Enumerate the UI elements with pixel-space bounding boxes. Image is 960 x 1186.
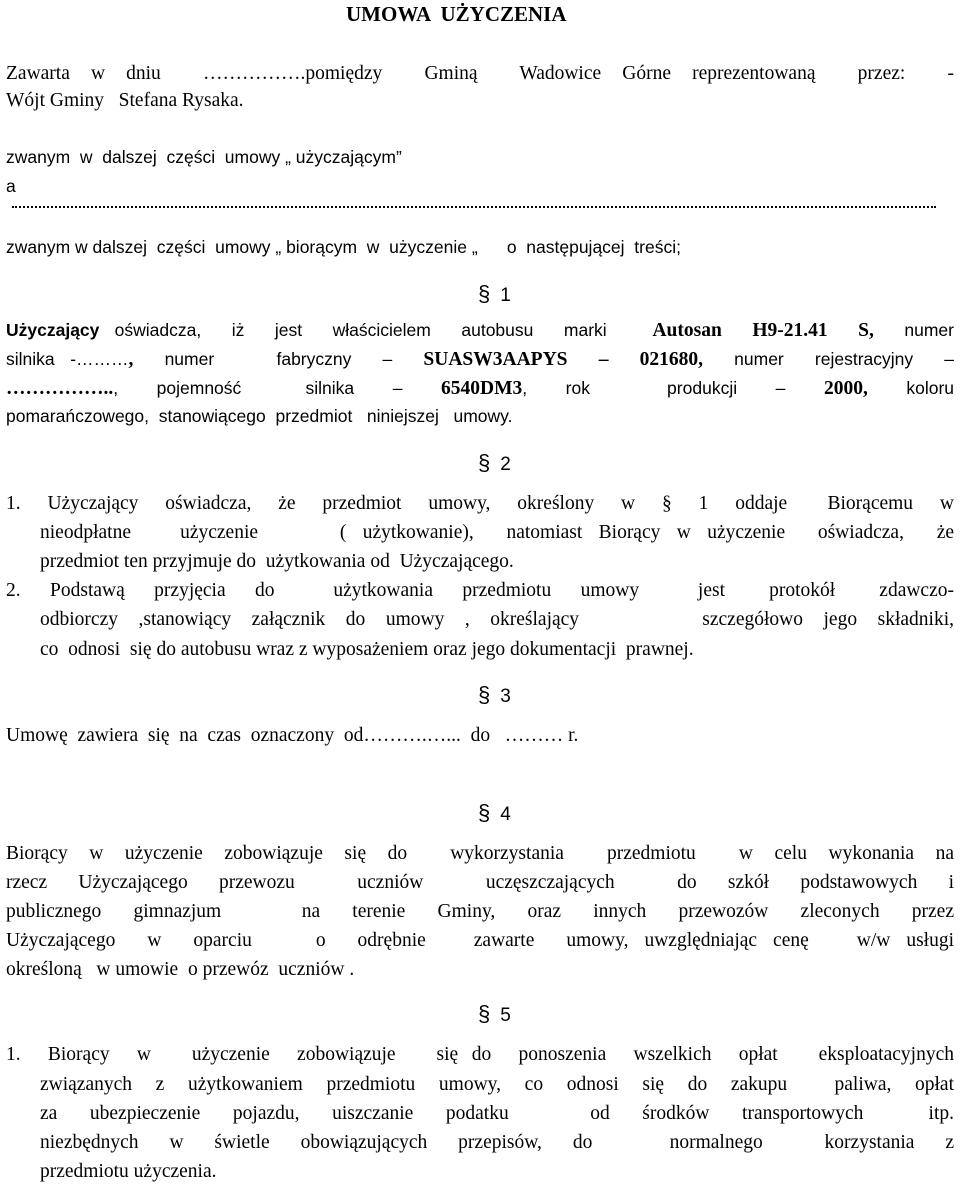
s2-p1-line-2: nieodpłatne użyczenie ( użytkowanie), natomiast Biorący w użyczenie oświadcza, że [40,522,954,543]
document-title: UMOWA UŻYCZENIA [346,2,567,26]
section-number: 3 [500,686,511,707]
s4-line-1: Biorący w użyczenie zobowiązuje się do wykorzystania przedmiotu w celu wykonania na [6,843,954,864]
section-number: 1 [500,285,511,306]
section-sign: § [478,800,491,825]
intro-line-2: Wójt Gminy Stefana Rysaka. [6,90,244,111]
s3-line-1: Umowę zawiera się na czas oznaczony od……….…... do ……… r. [6,725,579,746]
intro-line-4: a [6,176,16,196]
s2-p1-line-3: przedmiot ten przyjmuje do użytkowania od Użyczającego. [40,551,514,572]
s2-p2-line-3: co odnosi się do autobusu wraz z wyposażeniem oraz jego dokumentacji prawnej. [40,639,694,660]
intro-line-1: Zawarta w dniu …………….pomiędzy Gminą Wadowice Górne reprezentowaną przez: - [6,63,954,84]
s1-text: , [128,349,134,370]
s1-line-4: pomarańczowego, stanowiącego przedmiot niniejszej umowy. [6,406,513,426]
section-number: 4 [500,804,511,825]
section-sign: § [478,281,491,306]
s1-engine-capacity: 6540DM3 [441,378,523,399]
section-sign: § [478,450,491,475]
s1-line-2 [6,350,954,370]
section-heading-1 [462,267,511,321]
s4-line-5: określoną w umowie o przewóz uczniów . [6,959,355,980]
s5-line-5: przedmiotu użyczenia. [40,1161,217,1182]
section-heading-4 [462,786,511,840]
section-sign: § [478,682,491,707]
s5-line-2: związanych z użytkowaniem przedmiotu umowy, co odnosi się do zakupu paliwa, opłat [40,1074,954,1095]
section-sign: § [478,1001,491,1026]
s5-line-4: niezbędnych w świetle obowiązujących przepisów, do normalnego korzystania z [40,1132,954,1153]
s1-line-3 [6,379,954,399]
s2-p2-line-2: odbiorczy ,stanowiący załącznik do umowy , określający szczegółowo jego składniki, [40,609,954,630]
s1-line-1 [6,321,954,341]
s2-p1-line-1: 1. Użyczający oświadcza, że przedmiot umowy, określony w § 1 oddaje Biorącemu w [6,493,954,514]
s1-text: koloru [867,378,955,398]
section-heading-3 [462,668,511,722]
s1-text: numer [873,320,954,340]
s1-factory-number: SUASW3AAPYS – 021680, [423,349,703,370]
s1-text: numer fabryczny – [133,349,424,369]
intro-line-3: zwanym w dalszej części umowy „ użyczającym” [6,147,402,167]
section-heading-5 [462,987,511,1041]
s1-text: , rok produkcji – [522,378,824,398]
s1-vehicle-model: Autosan H9-21.41 S, [652,320,874,341]
s1-party-name: Użyczający [6,320,100,340]
section-heading-2 [462,436,511,490]
s1-text: , pojemność silnika – [113,378,441,398]
s4-line-3: publicznego gimnazjum na terenie Gminy, oraz innych przewozów zleconych przez [6,901,954,922]
blank-dotted-line [12,206,936,208]
s1-text: silnika -……… [6,349,129,369]
s1-text: oświadcza, iż jest właścicielem autobusu marki [99,320,653,340]
s4-line-4: Użyczającego w oparciu o odrębnie zawarte umowy, uwzględniając cenę w/w usługi [6,930,954,951]
s1-registration-blank: …………….. [6,378,114,399]
section-number: 5 [500,1005,511,1026]
intro-line-6: zwanym w dalszej części umowy „ biorącym w użyczenie „ o następującej treści; [6,237,681,257]
s5-line-1: 1. Biorący w użyczenie zobowiązuje się do ponoszenia wszelkich opłat eksploatacyjnych [6,1044,954,1065]
section-number: 2 [500,454,511,475]
s2-p2-line-1: 2. Podstawą przyjęcia do użytkowania przedmiotu umowy jest protokół zdawczo- [6,580,954,601]
s1-production-year: 2000, [823,378,868,399]
s1-text: numer rejestracyjny – [703,349,955,369]
s4-line-2: rzecz Użyczającego przewozu uczniów uczęszczających do szkół podstawowych i [6,872,954,893]
s5-line-3: za ubezpieczenie pojazdu, uiszczanie podatku od środków transportowych itp. [40,1103,954,1124]
